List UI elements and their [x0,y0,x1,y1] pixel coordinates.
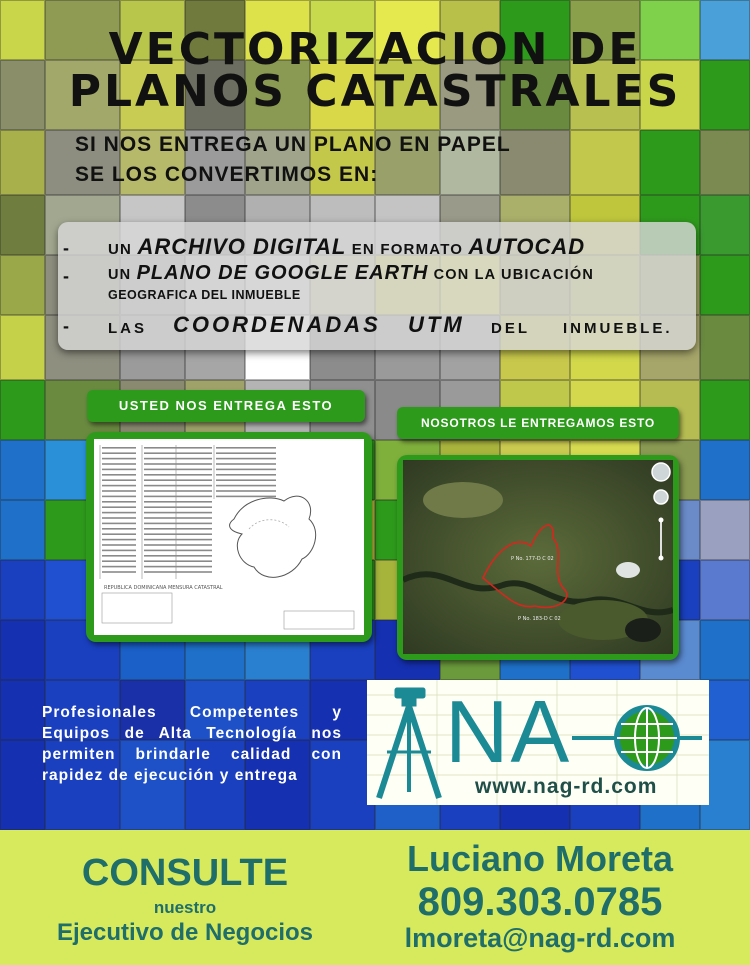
mosaic-tile [700,500,750,560]
contact-phone[interactable]: 809.303.0785 [417,880,663,924]
mosaic-tile [0,195,45,255]
mosaic-tile [700,620,750,680]
ejecutivo-text: Ejecutivo de Negocios [56,919,314,946]
mosaic-tile [0,380,45,440]
mosaic-tile [700,560,750,620]
contact-name: Luciano Moreta [406,838,674,879]
mosaic-tile [700,130,750,195]
contact-section [0,830,750,965]
logo-website[interactable]: www.nag-rd.com [475,775,658,798]
mosaic-tile [0,255,45,315]
offer-item-autocad [58,234,696,262]
offer-item-google-earth [58,264,696,308]
parcel-label-1: P No. 177-D C 02 [511,556,554,562]
offer-emphasis: ARCHIVO DIGITAL [137,234,347,259]
mosaic-tile [700,255,750,315]
badge-nosotros-entregamos: NOSOTROS LE ENTREGAMOS ESTO [397,407,679,439]
mosaic-tile [700,380,750,440]
mosaic-tile [0,740,45,830]
offer-emphasis: PLANO DE GOOGLE EARTH [136,262,429,284]
right-panel-frame [397,455,679,660]
offer-text: CON LA UBICACIÓN [428,267,595,283]
paper-plan-image [94,439,364,635]
offer-emphasis: AUTOCAD [468,234,586,259]
logo-letters: NA [445,682,572,781]
main-title-line2: PLANOS CATASTRALES [68,66,682,117]
offer-box [58,222,696,350]
offer-text: DEL [491,320,530,337]
main-title-line1: VECTORIZACION DE [108,24,642,75]
consulte-heading: CONSULTE [81,852,289,894]
globe-icon [572,708,702,768]
offer-text: UN [108,241,138,258]
mosaic-tile [700,315,750,380]
mosaic-tile [700,440,750,500]
offer-text: EN FORMATO [346,241,469,258]
offer-text: UN [108,267,137,283]
offer-subline: GEOGRAFICA DEL INMUEBLE [108,288,301,302]
offer-emphasis: COORDENADAS [173,312,381,337]
nag-logo [367,680,709,805]
mosaic-tile [700,195,750,255]
map-navigation-control-icon [652,463,670,481]
contact-email[interactable]: lmoreta@nag-rd.com [404,923,676,953]
mosaic-tile [0,130,45,195]
satellite-image [403,460,673,654]
mosaic-tile [0,440,45,500]
offer-item-utm [58,312,696,342]
map-look-control-icon [654,490,668,504]
intro-line1: SI NOS ENTREGA UN PLANO EN PAPEL [75,133,511,156]
mosaic-tile [0,500,45,560]
mosaic-tile [0,560,45,620]
surveying-tripod-icon [379,688,439,798]
nuestro-text: nuestro [153,898,217,917]
bullet-dash: - [63,266,69,286]
left-panel-frame [86,432,372,642]
professional-text: Profesionales Competentes y Equipos de Alta Tecnología nos permiten brindarle calidad con rapidez de ejecución y entrega [42,704,342,784]
doc-caption: REPUBLICA DOMINICANA MENSURA CATASTRAL [104,585,223,591]
badge-usted-entrega: USTED NOS ENTREGA ESTO [87,390,365,422]
bullet-dash: - [63,316,69,336]
mosaic-tile [640,130,700,195]
offer-text: LAS [108,320,147,337]
offer-emphasis: UTM [408,312,465,337]
mosaic-tile [570,130,640,195]
bullet-dash: - [63,238,69,258]
offer-text: INMUEBLE. [563,320,673,337]
mosaic-tile [0,620,45,680]
intro-line2: SE LOS CONVERTIMOS EN: [75,163,379,186]
mosaic-tile [0,680,45,740]
mosaic-tile [0,315,45,380]
parcel-label-2: P No. 183-D C 02 [518,616,561,622]
